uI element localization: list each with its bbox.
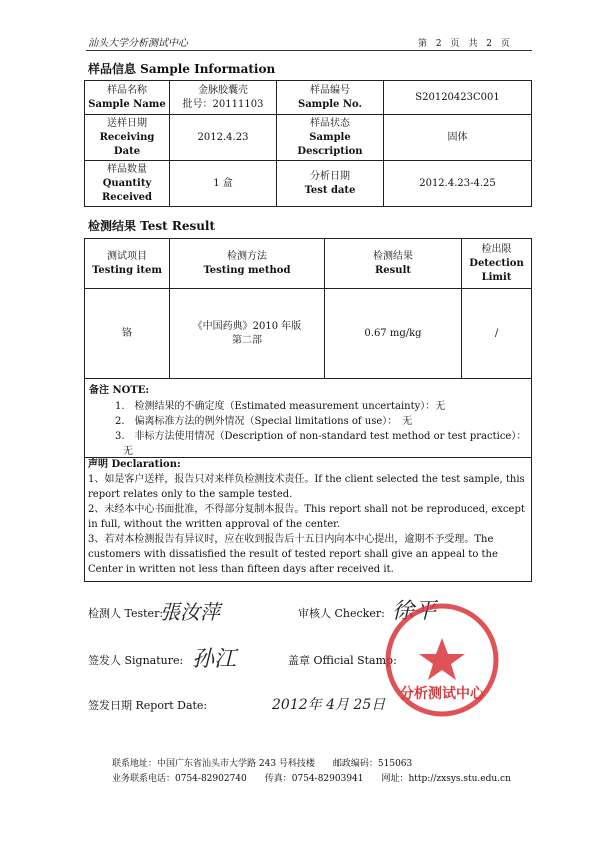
cell-label-en: Sample No. (297, 98, 363, 110)
table-row (85, 81, 532, 115)
quantity-value: 1 盒 (170, 161, 277, 207)
footer-address: 联系地址：中国广东省汕头市大学路 243 号科技楼 邮政编码：515063 (112, 759, 413, 769)
declaration-item: 1、如是客户送样，报告只对来样负检测技术责任。If the client selected the test sample, this report relates only to the sample tested. (88, 474, 525, 500)
report-date-value: 2012年 4月 25日 (272, 697, 386, 713)
header-org: 汕头大学分析测试中心 (88, 38, 188, 49)
sample-no-value: S20120423C001 (384, 81, 532, 115)
test-result-title: 检测结果 Test Result (88, 219, 216, 233)
column-header-en: Detection Limit (469, 257, 524, 283)
cell-label-en: Sample Description (297, 131, 363, 157)
cell-label-en: Receiving Date (99, 131, 155, 157)
checker-signature: 徐平 (392, 599, 437, 624)
result-value: 0.67 mg/kg (325, 289, 462, 379)
tester-label: 检测人 Tester: (88, 607, 164, 620)
sample-info-title: 样品信息 Sample Information (88, 62, 276, 76)
detection-limit-value: / (462, 289, 532, 379)
declaration-title: 声明 Declaration: (88, 459, 181, 470)
stamp-label: 盖章 Official Stamp: (288, 654, 397, 667)
test-date-value: 2012.4.23-4.25 (384, 161, 532, 207)
column-header-cn: 检出限 (481, 243, 512, 255)
sample-info-table (84, 80, 532, 207)
test-result-table (84, 238, 532, 379)
note-item: 1. 检测结果的不确定度（Estimated measurement uncertainty）：无 (115, 401, 446, 412)
cell-label-en: Quantity Received (101, 177, 153, 203)
declaration-item: 2、未经本中心书面批准，不得部分复制本报告。This report shall not be reproduced, except in full, without the written approval of the center. (88, 504, 525, 530)
declaration-box (84, 457, 532, 582)
signer-label: 签发人 Signature: (88, 654, 184, 667)
note-item: 3. 非标方法使用情况（Description of non-standard test method or test practice）： (115, 431, 527, 442)
note-item: 无 (123, 446, 133, 457)
table-row (85, 115, 532, 161)
stamp-text: 分析测试中心 (400, 686, 484, 702)
column-header-cn: 检测结果 (373, 250, 413, 262)
signer-signature: 孙江 (192, 647, 237, 672)
cell-label-cn: 样品数量 (107, 163, 147, 175)
table-row (85, 289, 532, 379)
cell-label-en: Test date (304, 184, 356, 196)
batch-number: 批号：20111103 (182, 98, 264, 110)
official-stamp (382, 600, 502, 720)
note-item: 2. 偏离标准方法的例外情况（Special limitations of use）： 无 (115, 416, 413, 427)
declaration-item: 3、若对本检测报告有异议时，应在收到报告后十五日内向本中心提出，逾期不予受理。The customers with dissatisfied the result of tested report shall give an appeal to the Center in written not less than fifteen days after received it. (88, 534, 498, 575)
cell-label-cn: 分析日期 (310, 170, 350, 182)
stamp-star-icon (419, 638, 465, 680)
sample-description-value: 固体 (384, 115, 532, 161)
column-header-en: Result (375, 264, 411, 276)
receiving-date-value: 2012.4.23 (170, 115, 277, 161)
method-line-1: 《中国药典》2010 年版 (192, 320, 302, 332)
note-box (84, 378, 532, 458)
testing-item-value: 铬 (85, 289, 170, 379)
sample-name-value: 金脉胶囊壳 (198, 84, 248, 96)
page-number: 第 2 页 共 2 页 (418, 39, 510, 49)
note-title: 备注 NOTE: (89, 385, 150, 396)
table-header-row (85, 239, 532, 289)
cell-label-cn: 送样日期 (107, 117, 147, 129)
method-line-2: 第二部 (232, 334, 262, 346)
cell-label-en: Sample Name (88, 98, 166, 110)
column-header-en: Testing method (203, 264, 291, 276)
column-header-cn: 测试项目 (107, 250, 147, 262)
cell-label-cn: 样品状态 (310, 117, 350, 129)
tester-signature: 張汝萍 (160, 600, 220, 624)
column-header-en: Testing item (92, 264, 162, 276)
checker-label: 审核人 Checker: (298, 607, 385, 620)
column-header-cn: 检测方法 (227, 250, 267, 262)
table-row (85, 161, 532, 207)
report-date-label: 签发日期 Report Date: (88, 699, 208, 712)
cell-label-cn: 样品名称 (107, 84, 147, 96)
footer-contact: 业务联系电话：0754-82902740 传真：0754-82903941 网址：http://zxsys.stu.edu.cn (112, 774, 511, 784)
header-divider (86, 50, 532, 51)
cell-label-cn: 样品编号 (310, 84, 350, 96)
